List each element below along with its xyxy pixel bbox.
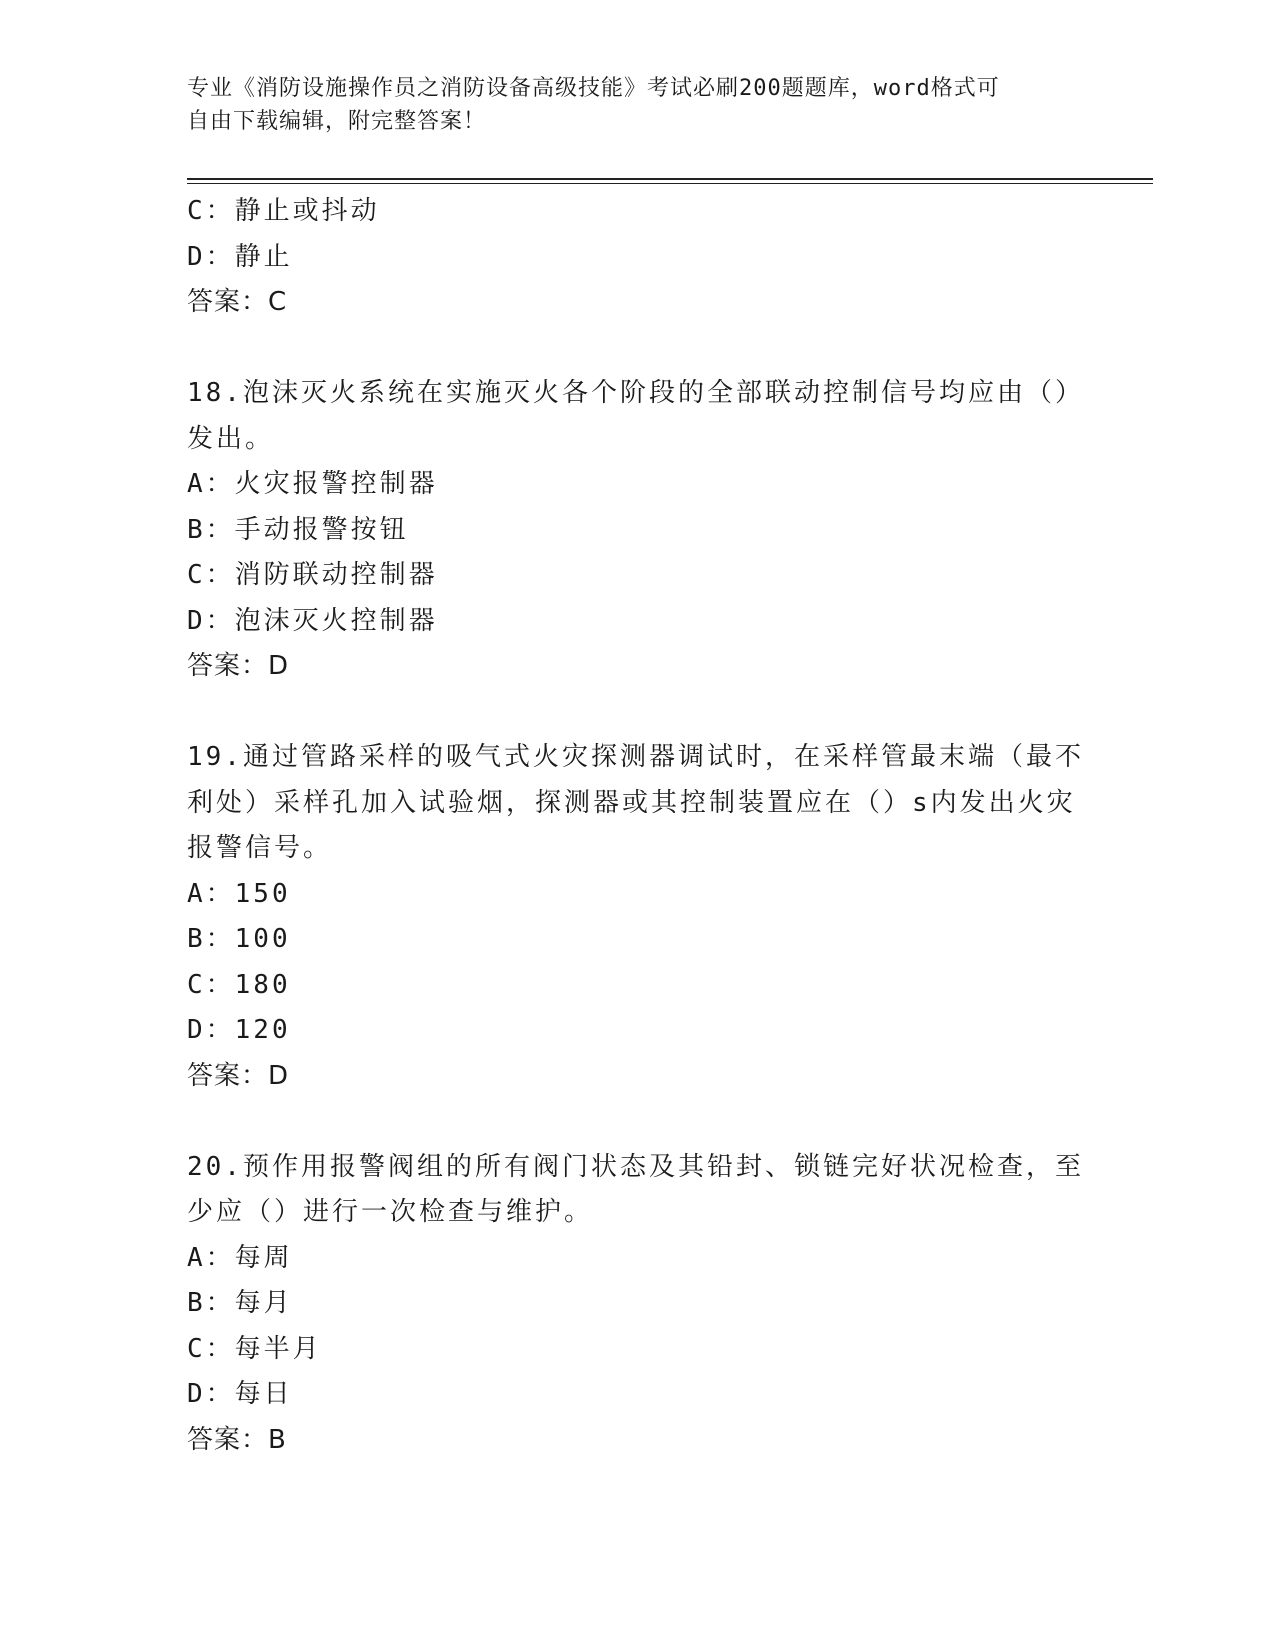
answer-line: 答案：C — [187, 287, 288, 317]
option-b: B：100 — [187, 924, 291, 954]
option-a: A：150 — [187, 878, 291, 909]
question-stem-line: 18.泡沫灭火系统在实施灭火各个阶段的全部联动控制信号均应由（） — [187, 378, 1084, 408]
option-d: D：泡沫灭火控制器 — [187, 605, 438, 636]
option-c: C：每半月 — [187, 1333, 322, 1364]
option-d: D：120 — [187, 1015, 291, 1045]
option-a: A：火灾报警控制器 — [187, 469, 438, 499]
question-stem-line: 利处）采样孔加入试验烟，探测器或其控制装置应在（）s内发出火灾 — [187, 787, 1076, 818]
question-block-18 — [187, 371, 1087, 690]
header-divider-thin — [187, 183, 1153, 184]
option-c: C：静止或抖动 — [187, 196, 380, 226]
answer-line: 答案：D — [187, 1060, 290, 1091]
question-content — [187, 189, 1087, 1463]
header-divider-thick — [187, 178, 1153, 180]
option-a: A：每周 — [187, 1242, 293, 1273]
question-stem-line: 报警信号。 — [187, 833, 333, 863]
option-c: C：消防联动控制器 — [187, 560, 438, 590]
spacer — [187, 326, 1087, 372]
option-d: D：每日 — [187, 1379, 293, 1409]
question-stem-line: 发出。 — [187, 423, 275, 454]
header-line-2: 自由下载编辑，附完整答案！ — [187, 109, 487, 134]
document-header — [187, 72, 1087, 138]
option-b: B：手动报警按钮 — [187, 514, 409, 545]
option-b: B：每月 — [187, 1288, 293, 1318]
question-block-20 — [187, 1145, 1087, 1464]
option-c: C：180 — [187, 969, 291, 1000]
answer-line: 答案：B — [187, 1424, 287, 1455]
spacer — [187, 690, 1087, 736]
question-stem-line: 20.预作用报警阀组的所有阀门状态及其铅封、锁链完好状况检查，至 — [187, 1151, 1084, 1182]
spacer — [187, 1099, 1087, 1145]
answer-line: 答案：D — [187, 651, 290, 681]
question-block-19 — [187, 735, 1087, 1099]
header-line-1: 专业《消防设施操作员之消防设备高级技能》考试必刷200题题库，word格式可 — [187, 76, 1000, 101]
question-stem-line: 19.通过管路采样的吸气式火灾探测器调试时，在采样管最末端（最不 — [187, 742, 1084, 772]
question-stem-line: 少应（）进行一次检查与维护。 — [187, 1197, 594, 1227]
option-d: D：静止 — [187, 241, 293, 272]
